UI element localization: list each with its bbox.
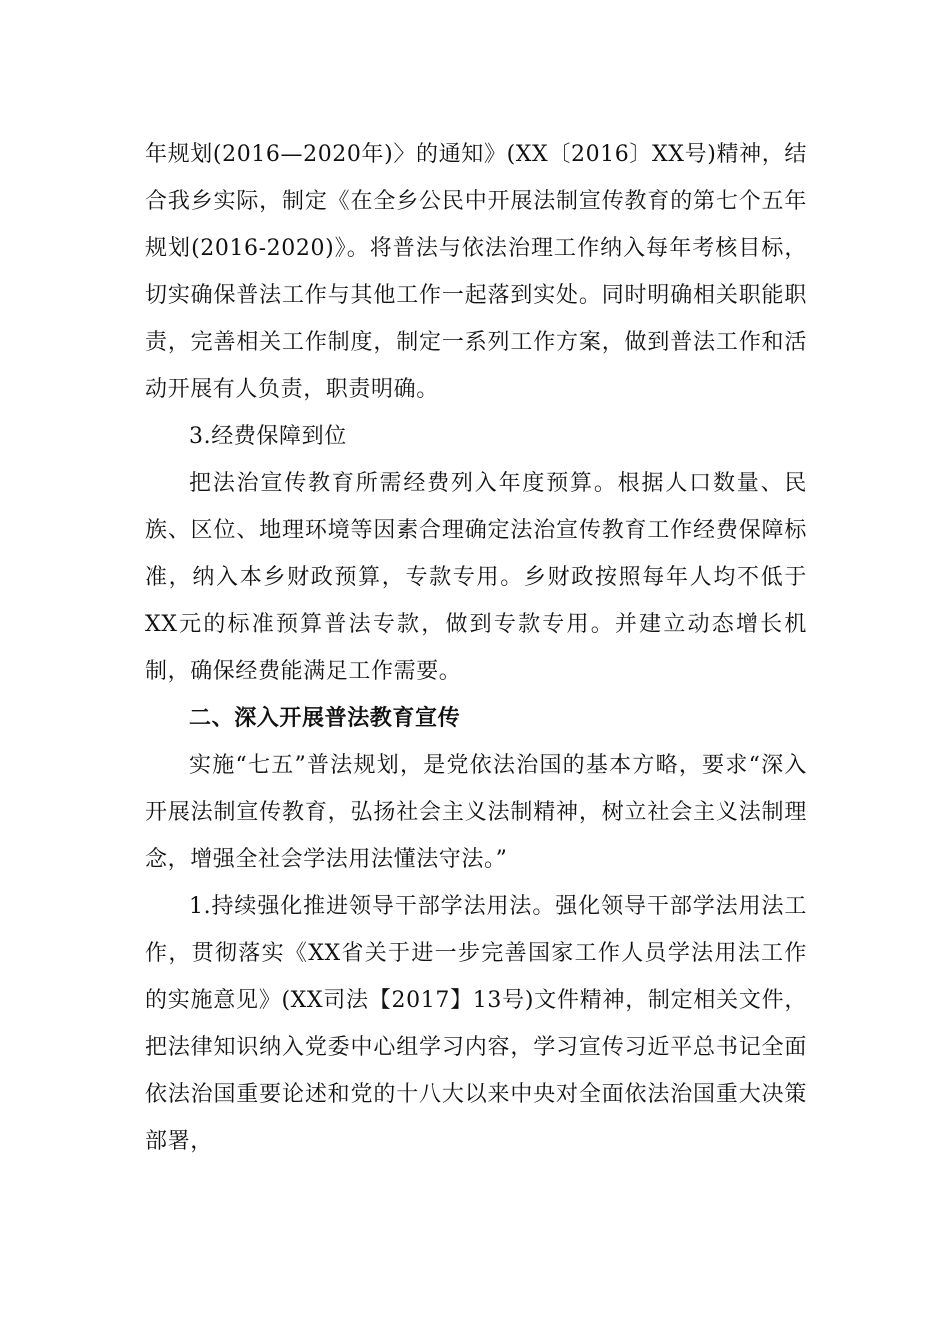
- subheading-funding: 3.经费保障到位: [189, 424, 347, 449]
- paragraph-leader-study-law: 1.持续强化推进领导干部学法用法。强化领导干部学法用法工作，贯彻落实《XX省关于进一步完善国家工作人员学法用法工作的实施意见》(XX司法【2017】13号)文件精神，制定相关文件，把法律知识纳入党委中心组学习内容，学习宣传习近平总书记全面依法治国重要论述和党的十八大以来中央对全面依法治国重大决策部署，: [145, 894, 807, 1154]
- paragraph-seventh-five-year-plan: 实施“七五”普法规划，是党依法治国的基本方略，要求“深入开展法制宣传教育，弘扬社会主义法制精神，树立社会主义法制理念，增强全社会学法用法懂法守法。”: [145, 753, 807, 872]
- paragraph-continuation: 年规划(2016—2020年)〉的通知》(XX〔2016〕XX号)精神，结合我乡实际，制定《在全乡公民中开展法制宣传教育的第七个五年规划(2016-2020)》。将普法与依法治理工作纳入每年考核目标，切实确保普法工作与其他工作一起落到实处。同时明确相关职能职责，完善相关工作制度，制定一系列工作方案，做到普法工作和活动开展有人负责，职责明确。: [145, 142, 807, 402]
- document-body: [145, 131, 807, 1165]
- section-heading-two: 二、深入开展普法教育宣传: [189, 706, 461, 731]
- paragraph-funding: 把法治宣传教育所需经费列入年度预算。根据人口数量、民族、区位、地理环境等因素合理确定法治宣传教育工作经费保障标准，纳入本乡财政预算，专款专用。乡财政按照每年人均不低于XX元的标准预算普法专款，做到专款专用。并建立动态增长机制，确保经费能满足工作需要。: [145, 471, 807, 684]
